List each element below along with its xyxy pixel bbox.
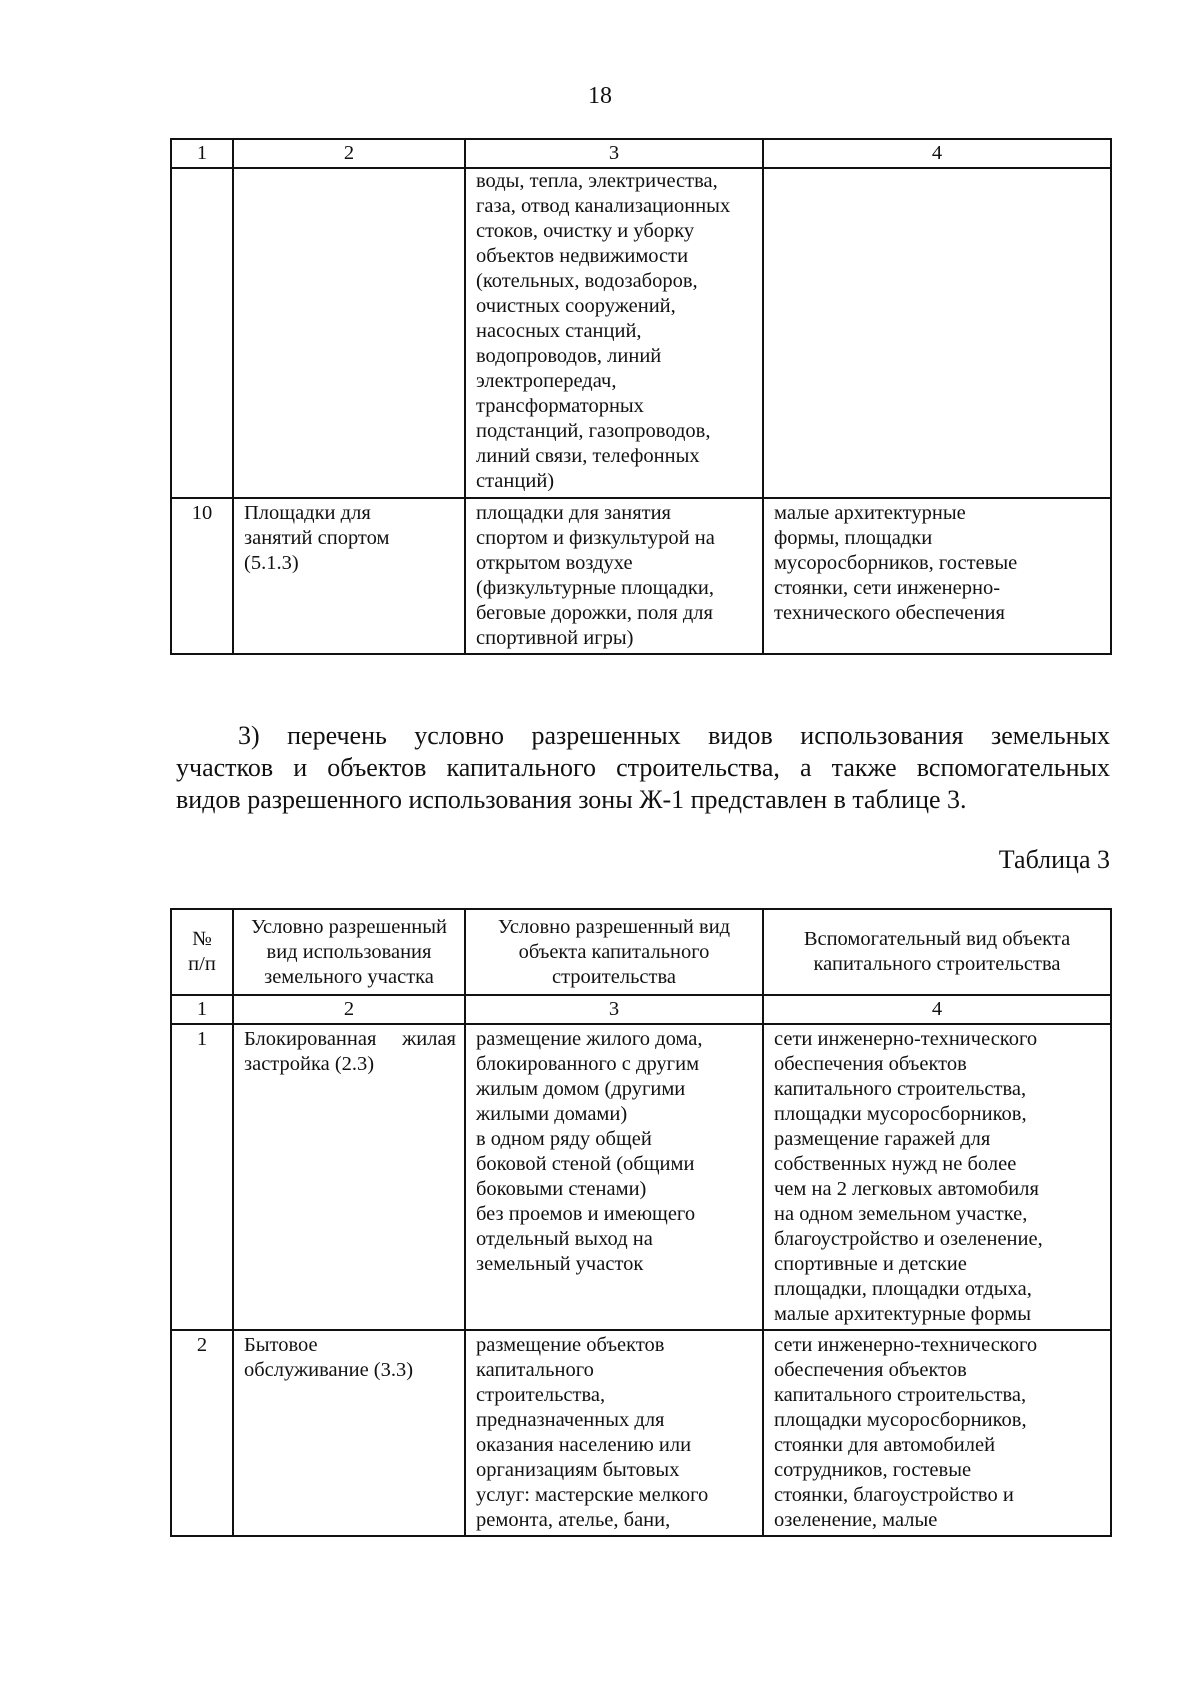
row-auxiliary — [763, 168, 1111, 498]
text-line: площадки для занятия — [476, 502, 671, 524]
header-cell: 3 — [465, 995, 763, 1024]
text-line: блокированного с другим — [476, 1053, 700, 1075]
text-line: жилыми домами) — [476, 1103, 628, 1125]
text-line: воды, тепла, электричества, — [476, 170, 718, 192]
text-line: размещение объектов — [476, 1334, 665, 1356]
text-line: застройка (2.3) — [244, 1053, 375, 1075]
text-line: обеспечения объектов — [774, 1053, 967, 1075]
text-line: площадки мусоросборников, — [774, 1103, 1027, 1125]
row-description — [465, 498, 763, 654]
table-header-numbers — [171, 995, 1111, 1024]
table-continuation — [170, 138, 1112, 655]
text-line: капитального строительства, — [774, 1078, 1027, 1100]
text-line: земельный участок — [476, 1253, 644, 1275]
row-auxiliary — [763, 1024, 1111, 1330]
table-row — [171, 168, 1111, 498]
header-cell: 1 — [171, 139, 233, 168]
text-line: Площадки для — [244, 502, 371, 524]
text-line: технического обеспечения — [774, 602, 1005, 624]
text-line: чем на 2 легковых автомобиля — [774, 1178, 1039, 1200]
text-line: Вспомогательный вид объекта — [803, 928, 1071, 950]
text-line: капитального строительства, — [774, 1384, 1027, 1406]
text-line: вид использования — [266, 940, 432, 963]
row-number — [171, 168, 233, 498]
text-line: сети инженерно-технического — [774, 1028, 1038, 1050]
row-auxiliary — [763, 1330, 1111, 1536]
text-line: формы, площадки — [774, 527, 933, 549]
text-line: малые архитектурные формы — [774, 1303, 1032, 1325]
text-line: в одном ряду общей — [476, 1128, 652, 1150]
text-line: боковой стеной (общими — [476, 1153, 695, 1175]
column-header — [233, 909, 465, 995]
text-line: капитального строительства — [813, 953, 1061, 975]
header-cell: 4 — [763, 139, 1111, 168]
text-line: газа, отвод канализационных — [476, 195, 731, 217]
header-cell: 4 — [763, 995, 1111, 1024]
paragraph-line: 3) перечень условно разрешенных видов использования земельных — [238, 721, 1110, 750]
text-line: (котельных, водозаборов, — [476, 270, 698, 292]
header-cell: 2 — [233, 995, 465, 1024]
table-row — [171, 1024, 1111, 1330]
text-line: строительства — [552, 965, 676, 988]
table-3 — [170, 908, 1112, 1537]
text-line: водопроводов, линий — [476, 345, 662, 367]
row-number: 10 — [171, 498, 233, 654]
page-number: 18 — [588, 83, 612, 109]
row-description — [465, 1330, 763, 1536]
table-column-headers — [171, 909, 1111, 995]
header-cell: 1 — [171, 995, 233, 1024]
text-line: подстанций, газопроводов, — [476, 420, 711, 442]
text-line: сотрудников, гостевые — [774, 1459, 972, 1481]
text-line: размещение гаражей для — [774, 1128, 991, 1150]
text-line: Условно разрешенный вид — [497, 915, 731, 938]
table-row — [171, 498, 1111, 654]
text-line: п/п — [188, 953, 216, 975]
row-number: 1 — [171, 1024, 233, 1330]
text-line: Условно разрешенный — [250, 915, 448, 938]
text-line: площадки мусоросборников, — [774, 1409, 1027, 1431]
table-caption: Таблица 3 — [998, 845, 1110, 874]
text-line: линий связи, телефонных — [476, 445, 700, 467]
text-line: Бытовое — [244, 1334, 318, 1356]
row-name — [233, 1024, 465, 1330]
text-line: стоянки, сети инженерно- — [774, 577, 1001, 599]
text-line: стоков, очистку и уборку — [476, 220, 695, 242]
text-line: спортом и физкультурой на — [476, 527, 715, 549]
column-header — [465, 909, 763, 995]
text-line: услуг: мастерские мелкого — [476, 1484, 709, 1506]
text-line: малые архитектурные — [774, 502, 966, 524]
text-line: сети инженерно-технического — [774, 1334, 1038, 1356]
text-line: земельного участка — [264, 965, 434, 988]
text-line: мусоросборников, гостевые — [774, 552, 1018, 574]
text-line: обеспечения объектов — [774, 1359, 967, 1381]
text-line: беговые дорожки, поля для — [476, 602, 713, 624]
row-name — [233, 1330, 465, 1536]
row-description — [465, 168, 763, 498]
text-line: площадки, площадки отдыха, — [774, 1278, 1032, 1300]
text-line: открытом воздухе — [476, 552, 633, 574]
text-line: трансформаторных — [476, 395, 644, 417]
column-header — [763, 909, 1111, 995]
text-line: электропередач, — [476, 370, 617, 392]
text-line: строительства, — [476, 1384, 606, 1406]
column-header — [171, 909, 233, 995]
text-line: (физкультурные площадки, — [476, 577, 714, 599]
text-line: на одном земельном участке, — [774, 1203, 1028, 1225]
text-line: занятий спортом — [244, 527, 390, 549]
text-line: отдельный выход на — [476, 1228, 653, 1250]
row-auxiliary — [763, 498, 1111, 654]
text-line: озеленение, малые — [774, 1509, 938, 1531]
row-name — [233, 168, 465, 498]
text-line: объекта капитального — [518, 940, 710, 963]
text-line: благоустройство и озеленение, — [774, 1228, 1043, 1250]
text-line: спортивные и детские — [774, 1253, 967, 1275]
text-line: организациям бытовых — [476, 1459, 680, 1481]
row-number: 2 — [171, 1330, 233, 1536]
text-line: объектов недвижимости — [476, 245, 689, 267]
text-line: жилым домом (другими — [476, 1078, 686, 1100]
text-line: № — [192, 928, 212, 950]
text-line: (5.1.3) — [244, 552, 299, 574]
table-row — [171, 1330, 1111, 1536]
header-cell: 3 — [465, 139, 763, 168]
text-line: очистных сооружений, — [476, 295, 676, 317]
text-line: ремонта, ателье, бани, — [476, 1509, 671, 1531]
text-line: капитального — [476, 1359, 594, 1381]
body-paragraph — [176, 720, 1110, 816]
text-line: Блокированная жилая — [244, 1028, 456, 1050]
text-line: обслуживание (3.3) — [244, 1359, 414, 1381]
text-line: предназначенных для — [476, 1409, 665, 1431]
text-line: спортивной игры) — [476, 627, 634, 649]
text-line: боковыми стенами) — [476, 1178, 647, 1200]
text-line: стоянки, благоустройство и — [774, 1484, 1014, 1506]
table-header-numbers — [171, 139, 1111, 168]
text-line: насосных станций, — [476, 320, 642, 342]
text-line: оказания населению или — [476, 1434, 692, 1456]
row-description — [465, 1024, 763, 1330]
text-line: размещение жилого дома, — [476, 1028, 703, 1050]
text-line: стоянки для автомобилей — [774, 1434, 996, 1456]
paragraph-line: участков и объектов капитального строительства, а также вспомогательных — [176, 753, 1110, 782]
text-line: собственных нужд не более — [774, 1153, 1017, 1175]
header-cell: 2 — [233, 139, 465, 168]
row-name — [233, 498, 465, 654]
text-line: без проемов и имеющего — [476, 1203, 696, 1225]
paragraph-line: видов разрешенного использования зоны Ж-1 представлен в таблице 3. — [176, 785, 967, 814]
text-line: станций) — [476, 470, 555, 492]
